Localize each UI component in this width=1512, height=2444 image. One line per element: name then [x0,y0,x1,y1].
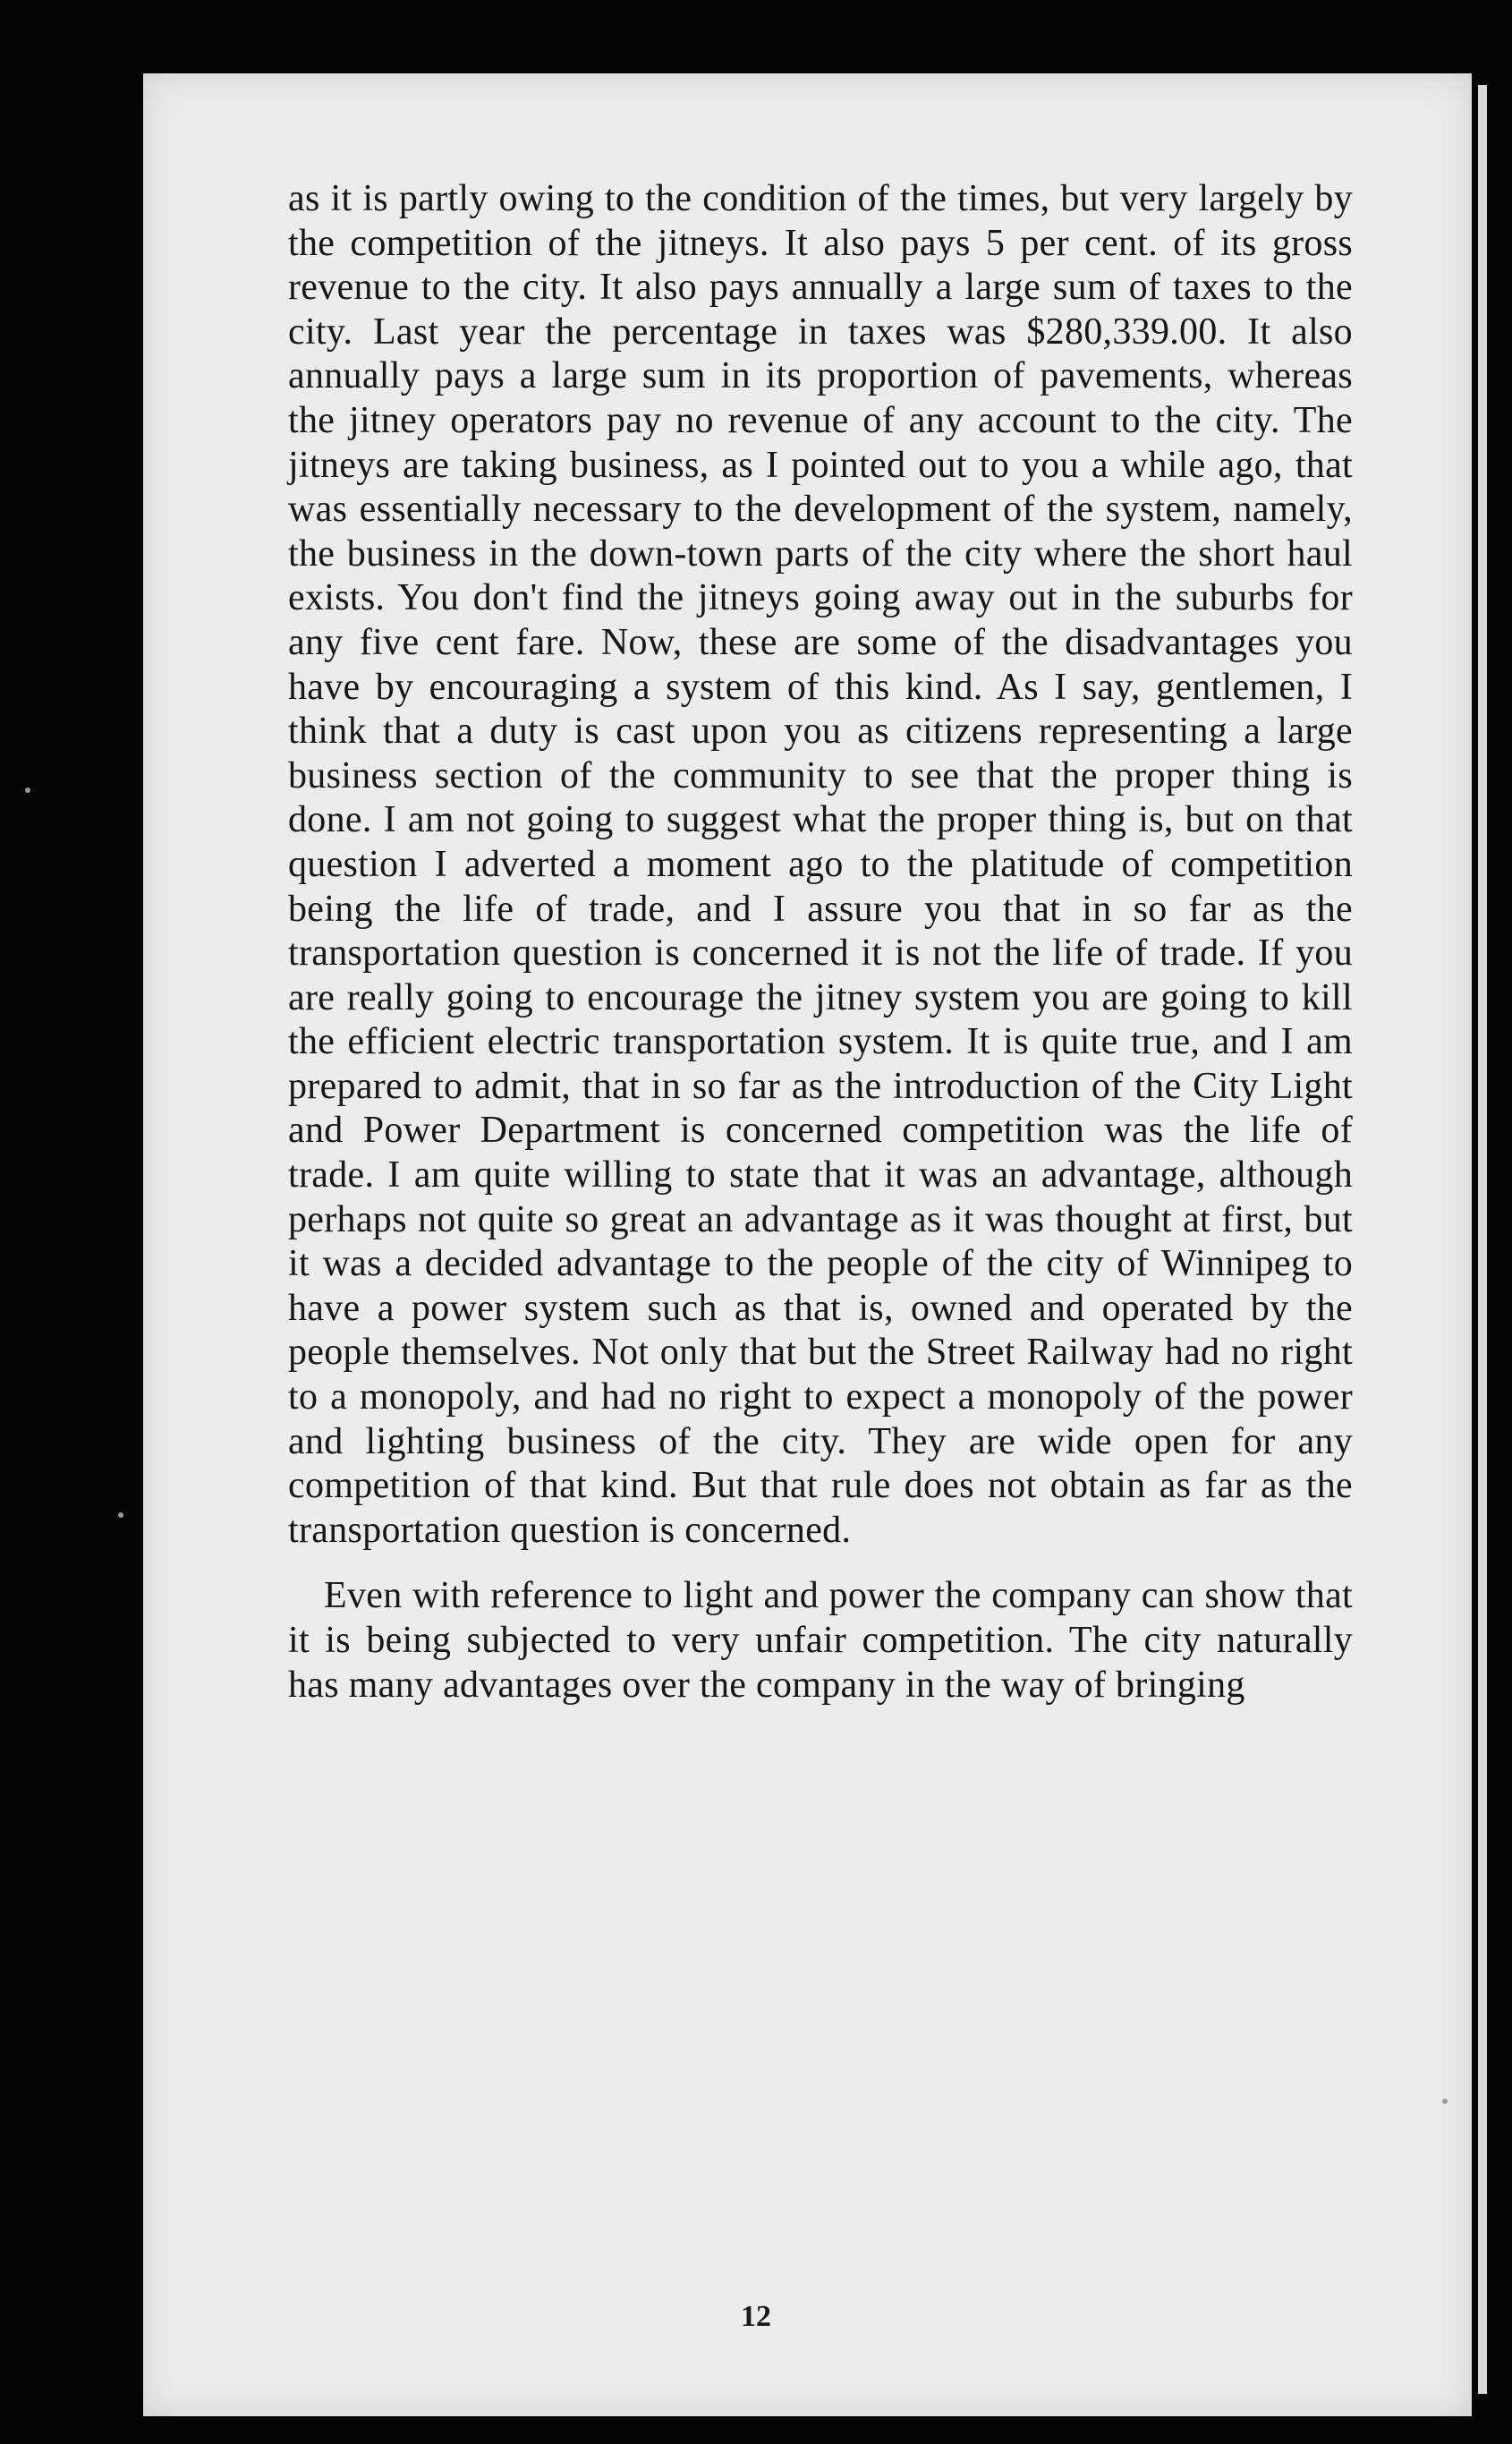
scan-speck [25,788,30,793]
paragraph-2: Even with reference to light and power the company can show that it is being subjected to very unfair competition. The city naturally has many advantages over the company in the way of bringing [288,1575,1353,1706]
scan-speck [1442,2099,1448,2104]
page-number: 12 [741,2300,771,2333]
page-edge [1478,85,1487,2394]
scan-speck [118,1512,123,1518]
body-text [288,177,1353,1707]
paragraph-1: as it is partly owing to the condition of the times, but very largely by the competition of the jitneys. It also pays 5 per cent. of its gross revenue to the city. It also pays annually a large sum of taxes to the city. Last year the percentage in taxes was $280,339.00. It also annually pays a large sum in its proportion of pavements, whereas the jitney operators pay no revenue of any account to the city. The jitneys are taking business, as I pointed out to you a while ago, that was essentially necessary to the development of the system, namely, the business in the down-town parts of the city where the short haul exists. You don't find the jitneys going away out in the suburbs for any five cent fare. Now, these are some of the disadvantages you have by encouraging a system of this kind. As I say, gentlemen, I think that a duty is cast upon you as citizens representing a large business section of the community to see that the proper thing is done. I am not going to suggest what the proper thing is, but on that question I adverted a moment ago to the platitude of competition being the life of trade, and I assure you that in so far as the transportation question is concerned it is not the life of trade. If you are really going to encourage the jitney system you are going to kill the efficient electric transportation system. It is quite true, and I am prepared to admit, that in so far as the introduction of the City Light and Power Department is concerned competition was the life of trade. I am quite willing to state that it was an advantage, although perhaps not quite so great an advantage as it was thought at first, but it was a decided advantage to the people of the city of Winnipeg to have a power system such as that is, owned and operated by the people themselves. Not only that but the Street Railway had no right to a monopoly, and had no right to expect a monopoly of the power and lighting business of the city. They are wide open for any competition of that kind. But that rule does not obtain as far as the transportation question is concerned. [288,178,1353,1551]
